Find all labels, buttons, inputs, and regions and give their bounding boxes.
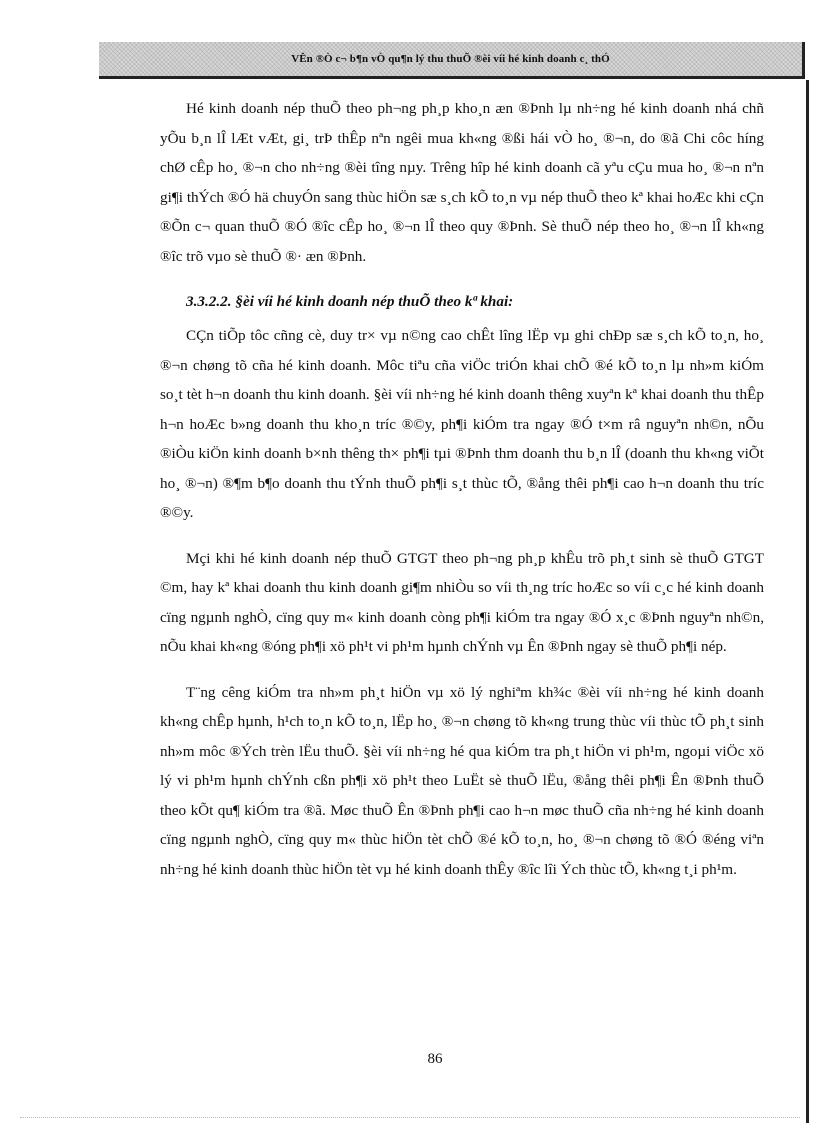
body-paragraph-3: Mçi khi hé kinh doanh nép thuÕ GTGT theo ph¬ng ph¸p khÊu trõ ph¸t sinh sè thuÕ GTGT ©m, hay kª khai doanh thu kinh doanh gi¶m nhiÒu so víi th¸ng tríc hoÆc so víi c¸c hé kinh doanh cïng ngµnh nghÒ, cïng quy m« kinh doanh còng ph¶i kiÓm tra ngay ®Ó x¸c ®Þnh nguyªn nh©n, nÕu khai kh«ng ®óng ph¶i xö ph¹t vi ph¹m hµnh chÝnh vµ Ên ®Þnh ngay sè thuÕ ph¶i nép. <box>160 549 764 655</box>
page-border-right <box>806 80 809 1123</box>
paragraph-gap <box>160 662 764 678</box>
page-number: 86 <box>427 1051 443 1067</box>
body-paragraph-4: T¨ng cêng kiÓm tra nh»m ph¸t hiÖn vµ xö lý nghiªm kh¾c ®èi víi nh÷ng hé kinh doanh kh«ng chÊp hµnh, h¹ch to¸n kÕ to¸n, lËp ho¸ ®¬n chøng tõ kh«ng trung thùc víi thùc tÕ ph¸t sinh nh»m môc ®Ých trèn lËu thuÕ. §èi víi nh÷ng hé qua kiÓm tra ph¸t hiÖn vi ph¹m, ngoµi viÖc xö lý vi ph¹m hµnh chÝnh cßn ph¶i xö ph¹t theo LuËt sè thuÕ lËu, ®ång thêi ph¶i Ên ®Þnh thuÕ theo kÕt qu¶ kiÓm tra ®ã. Møc thuÕ Ên ®Þnh ph¶i cao h¬n møc thuÕ cña nh÷ng hé kinh doanh cïng ngµnh nghÒ, cïng quy m« thùc hiÖn tèt chÕ ®é kÕ to¸n, ho¸ ®¬n chøng tõ ®Ó ®éng viªn nh÷ng hé kinh doanh thùc hiÖn tèt vµ hé kinh doanh thÊy ®îc lîi Ých thùc tÕ, kh«ng t¸i ph¹m. <box>160 683 764 878</box>
paragraph-gap <box>160 528 764 544</box>
body-paragraph-1: Hé kinh doanh nép thuÕ theo ph¬ng ph¸p kho¸n æn ®Þnh lµ nh÷ng hé kinh doanh nhá chñ yÕu b¸n lÎ lÆt vÆt, gi¸ trÞ thÊp nªn ngêi mua kh«ng ®ßi hái vÒ ho¸ ®¬n, do ®ã Chi côc híng chØ cÊp ho¸ ®¬n cho nh÷ng ®èi tîng nµy. Trêng hîp hé kinh doanh cã yªu cÇu mua ho¸ ®¬n nªn gi¶i thÝch ®Ó hä chuyÓn sang thùc hiÖn sæ s¸ch kÕ to¸n vµ nép thuÕ theo kª khai hoÆc khi cÇn ®Õn c¬ quan thuÕ ®Ó ®îc cÊp ho¸ ®¬n lÎ theo quy ®Þnh. Sè thuÕ nép theo ho¸ ®¬n lÎ kh«ng ®îc trõ vµo sè thuÕ ®· æn ®Þnh. <box>160 100 764 265</box>
page-body <box>160 94 764 884</box>
body-paragraph-2: CÇn tiÕp tôc cñng cè, duy tr× vµ n©ng cao chÊt lîng lËp vµ ghi chÐp sæ s¸ch kÕ to¸n, ho¸ ®¬n chøng tõ cña hé kinh doanh. Môc tiªu cña viÖc triÓn khai chÕ ®é kÕ to¸n lµ nh»m kiÓm so¸t tèt h¬n doanh thu kinh doanh. §èi víi nh÷ng hé kinh doanh thêng xuyªn kª khai doanh thu thÊp h¬n hoÆc b»ng doanh thu kho¸n tríc ®©y, ph¶i kiÓm tra ngay ®Ó t×m râ nguyªn nh©n, nÕu ®iÒu kiÖn kinh doanh b×nh thêng th× ph¶i tµi ®Þnh thm doanh thu b¸n lÎ (doanh thu kh«ng viÕt ho¸ ®¬n) ®¶m b¶o doanh thu tÝnh thuÕ ph¶i s¸t thùc tÕ, ®ång thêi ph¶i cao h¬n doanh thu tríc ®©y. <box>160 327 764 521</box>
running-header-title: VÊn ®Ò c¬ b¶n vÒ qu¶n lý thu thuÕ ®èi víi hé kinh doanh c¸ thÓ <box>291 53 610 65</box>
page-border-bottom <box>20 1117 800 1118</box>
section-subheading: 3.3.2.2. §èi víi hé kinh doanh nép thuÕ theo kª khai: <box>186 293 514 310</box>
running-header <box>99 42 805 79</box>
